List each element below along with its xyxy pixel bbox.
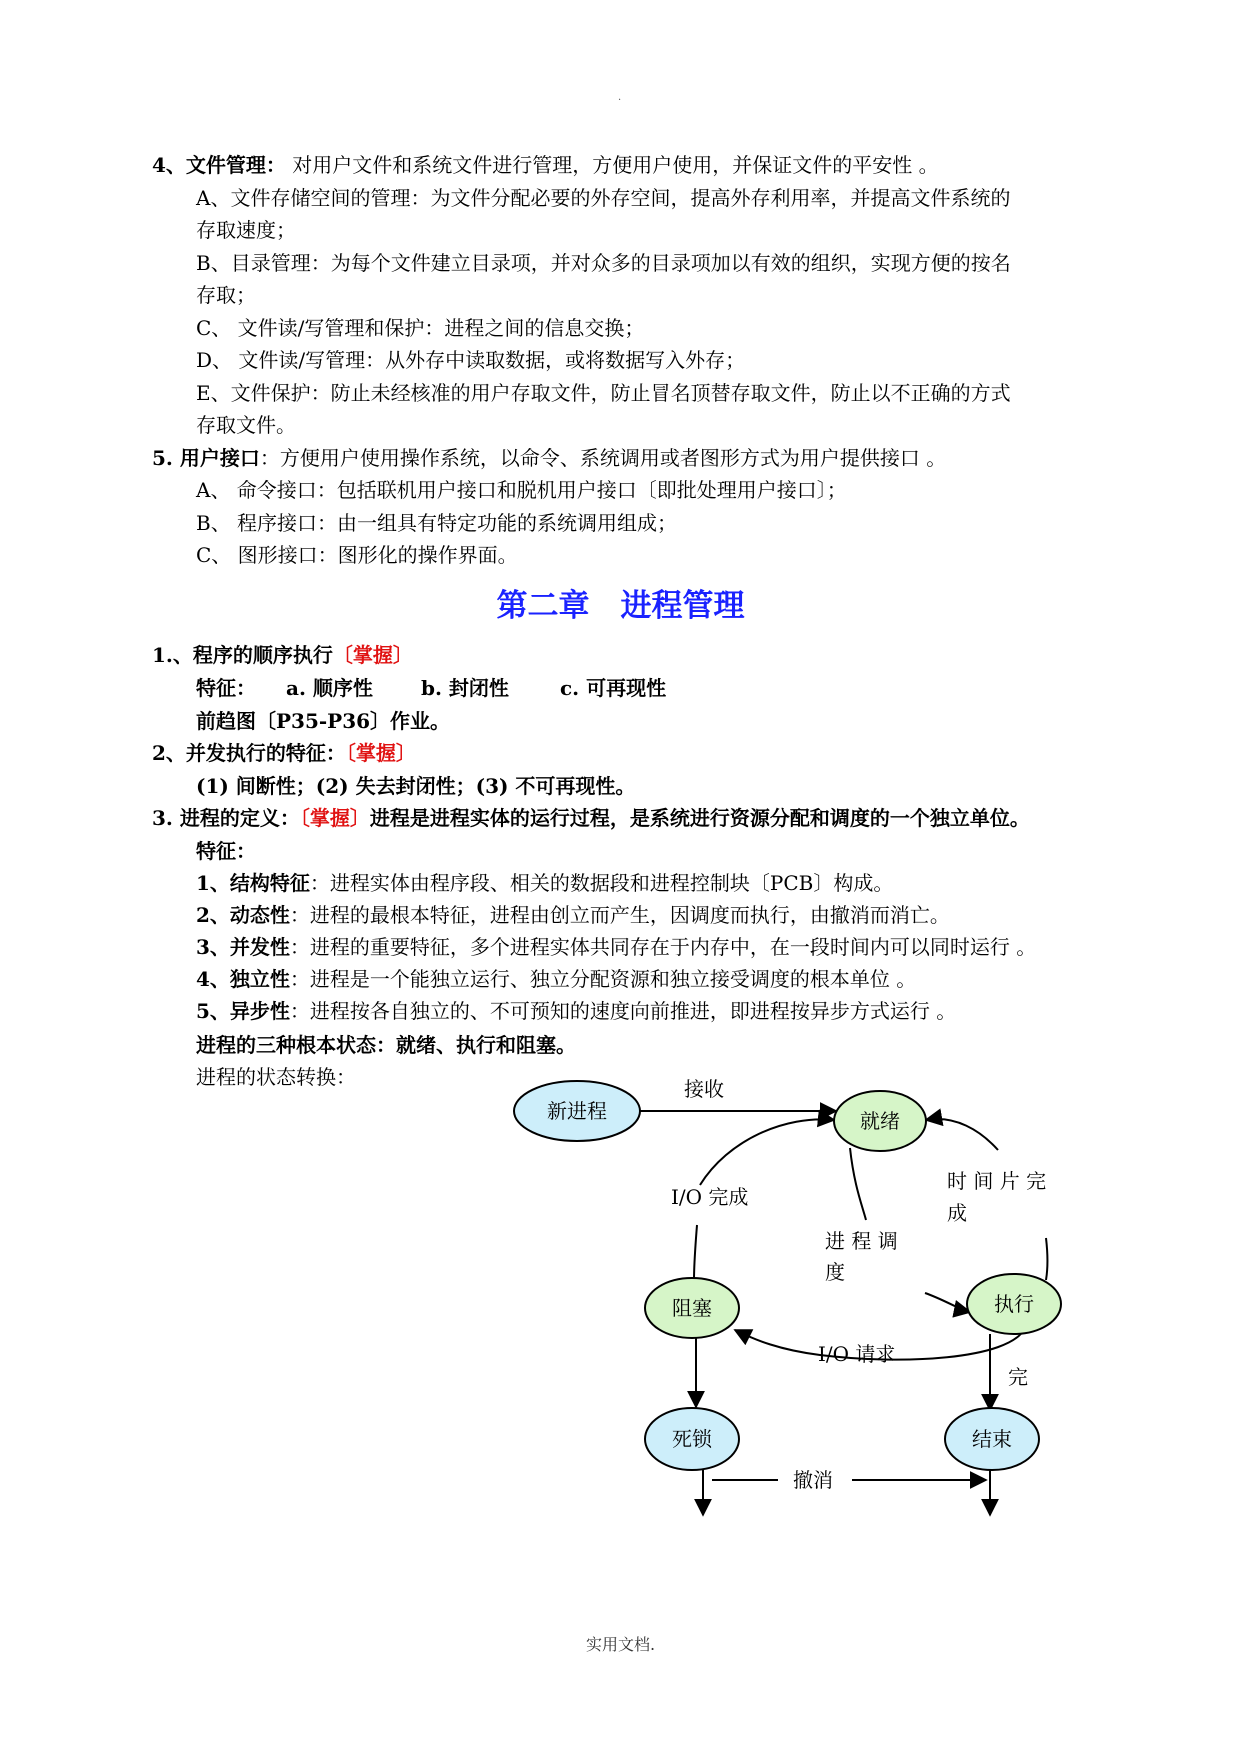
node-end-label: 结束	[972, 1427, 1012, 1451]
point-3-tag: 〔掌握〕	[299, 806, 370, 830]
feature-b: b. 封闭性	[421, 676, 509, 700]
section-5-item: C、 图形接口：图形化的操作界面。	[196, 543, 518, 567]
state-transition-label: 进程的状态转换：	[196, 1065, 356, 1089]
point-2-line: (1) 间断性；(2) 失去封闭性；(3) 不可再现性。	[196, 774, 636, 798]
section-4-item: E、文件保护：防止未经核准的用户存取文件，防止冒名顶替存取文件，防止以不正确的方式	[196, 381, 1011, 405]
point-2-tag: 〔掌握〕	[345, 741, 416, 765]
section-4-item: 存取速度；	[196, 218, 296, 242]
feature-text: ：进程是一个能独立运行、独立分配资源和独立接受调度的根本单位 。	[289, 967, 917, 991]
section-4-item: D、 文件读/写管理：从外存中读取数据，或将数据写入外存；	[196, 348, 746, 372]
point-3-definition: 进程是进程实体的运行过程，是系统进行资源分配和调度的一个独立单位。	[369, 806, 1030, 830]
point-3-title: 3. 进程的定义：	[152, 806, 300, 830]
point-1-features-label: 特征：	[196, 676, 256, 700]
feature-label: 3、并发性	[196, 935, 290, 959]
edge-io-done-arc	[700, 1119, 834, 1185]
node-deadlock-label: 死锁	[672, 1427, 712, 1451]
edge-label-dispatch-2: 度	[825, 1260, 845, 1284]
edge-label-dispatch-1: 进 程 调	[825, 1229, 898, 1253]
three-states: 进程的三种根本状态：就绪、执行和阻塞。	[196, 1033, 576, 1057]
point-3-features-label: 特征：	[196, 839, 256, 863]
edge-dispatch-top	[850, 1148, 866, 1220]
edge-label-io-done: I/O 完成	[671, 1185, 749, 1209]
section-5-number: 5.	[152, 446, 173, 470]
section-5-item: B、 程序接口：由一组具有特定功能的系统调用组成；	[196, 511, 678, 535]
feature-text: ：进程的重要特征，多个进程实体共同存在于内存中，在一段时间内可以同时运行 。	[289, 935, 1037, 959]
section-4-desc: 对用户文件和系统文件进行管理，方便用户使用，并保证文件的平安性 。	[285, 153, 939, 177]
feature-text: ：进程按各自独立的、不可预知的速度向前推进，即进程按异步方式运行 。	[289, 999, 957, 1023]
feature-a: a. 顺序性	[286, 676, 373, 700]
edge-io-done-tail	[694, 1225, 697, 1280]
section-5-title: 用户接口	[172, 446, 260, 470]
edge-timeslice-side	[1046, 1238, 1048, 1280]
edge-dispatch-bottom	[925, 1293, 970, 1312]
section-4-number: 4、	[152, 153, 186, 177]
point-2-title: 2、并发执行的特征：	[152, 741, 346, 765]
feature-label: 1、结构特征	[196, 871, 310, 895]
section-4-item: 存取；	[196, 283, 256, 307]
page-footer: 实用文档.	[585, 1635, 656, 1654]
feature-label: 5、异步性	[196, 999, 290, 1023]
feature-label: 2、动态性	[196, 903, 290, 927]
point-1-tag: 〔掌握〕	[332, 643, 413, 667]
section-4-item: A、文件存储空间的管理：为文件分配必要的外存空间，提高外存利用率，并提高文件系统的	[196, 186, 1011, 210]
node-running-label: 执行	[994, 1292, 1034, 1316]
section-5-desc: ：方便用户使用操作系统，以命令、系统调用或者图形方式为用户提供接口 。	[259, 446, 947, 470]
feature-text: ：进程实体由程序段、相关的数据段和进程控制块〔PCB〕构成。	[309, 871, 894, 895]
feature-text: ：进程的最根本特征，进程由创立而产生，因调度而执行，由撤消而消亡。	[289, 903, 950, 927]
node-new-process-label: 新进程	[547, 1099, 607, 1123]
section-4-item: C、 文件读/写管理和保护：进程之间的信息交换；	[196, 316, 645, 340]
precedence-graph-note: 前趋图〔P35-P36〕作业。	[196, 709, 451, 733]
chapter-title: 第二章 进程管理	[496, 588, 745, 624]
edge-label-timeslice-1: 时 间 片 完	[947, 1169, 1047, 1193]
edge-timeslice-top	[926, 1119, 998, 1150]
feature-c: c. 可再现性	[560, 676, 667, 700]
section-4-item: 存取文件。	[196, 413, 296, 437]
section-4-title: 文件管理：	[185, 153, 286, 177]
edge-label-finish: 完	[1008, 1365, 1028, 1389]
edge-label-cancel: 撤消	[793, 1468, 833, 1492]
node-ready-label: 就绪	[860, 1109, 900, 1133]
point-1-title: 1.、程序的顺序执行	[152, 643, 333, 667]
feature-label: 4、独立性	[196, 967, 290, 991]
section-4-item: B、目录管理：为每个文件建立目录项，并对众多的目录项加以有效的组织，实现方便的按名	[196, 251, 1011, 275]
edge-label-io-request: I/O 请求	[818, 1342, 896, 1366]
section-5-item: A、 命令接口：包括联机用户接口和脱机用户接口〔即批处理用户接口〕；	[196, 478, 847, 502]
header-dot: .	[618, 92, 622, 103]
edge-label-timeslice-2: 成	[947, 1201, 967, 1225]
node-blocked-label: 阻塞	[672, 1296, 712, 1320]
edge-label-accept: 接收	[684, 1077, 724, 1101]
